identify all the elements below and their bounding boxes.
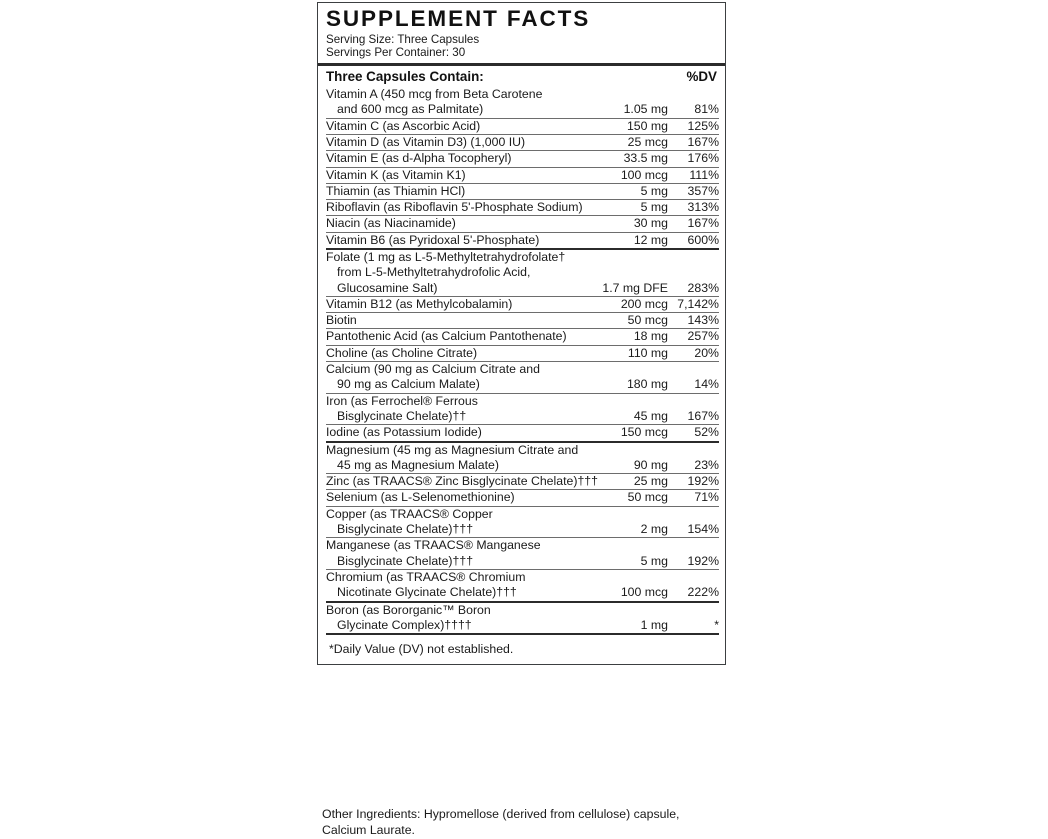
nutrient-name-line: Nicotinate Glycinate Chelate)††† xyxy=(337,585,517,600)
nutrient-daily-value: 154% xyxy=(668,506,719,538)
table-row xyxy=(326,569,719,601)
nutrient-amount: 12 mg xyxy=(590,232,668,249)
nutrient-name-line: Vitamin B6 (as Pyridoxal 5'-Phosphate) xyxy=(326,232,540,247)
nutrient-name-line: from L-5-Methyltetrahydrofolic Acid, xyxy=(337,265,531,280)
nutrient-daily-value: 143% xyxy=(668,313,719,329)
nutrient-name-line: Magnesium (45 mg as Magnesium Citrate and xyxy=(326,442,579,457)
facts-table-wrapper xyxy=(318,87,725,635)
nutrient-name xyxy=(326,506,590,538)
nutrient-amount: 200 mcg xyxy=(590,296,668,312)
nutrient-name-line: Selenium (as L-Selenomethionine) xyxy=(326,490,515,505)
nutrient-name-line: Boron (as Bororganic™ Boron xyxy=(326,602,491,617)
nutrient-amount: 25 mg xyxy=(590,474,668,490)
nutrient-amount: 5 mg xyxy=(590,183,668,199)
nutrient-name xyxy=(326,118,590,134)
column-header-row xyxy=(318,66,725,87)
nutrient-name-line: Iodine (as Potassium Iodide) xyxy=(326,425,482,440)
nutrient-name xyxy=(326,569,590,601)
nutrient-daily-value: 23% xyxy=(668,442,719,474)
nutrient-name-line: 90 mg as Calcium Malate) xyxy=(337,377,480,392)
nutrient-amount: 25 mcg xyxy=(590,134,668,150)
other-ingredients-line-2: Calcium Laurate. xyxy=(322,823,415,838)
table-row xyxy=(326,216,719,232)
table-row xyxy=(326,167,719,183)
table-row xyxy=(326,474,719,490)
nutrient-name-line: Choline (as Choline Citrate) xyxy=(326,345,478,360)
nutrient-daily-value: 14% xyxy=(668,362,719,394)
nutrient-amount: 100 mcg xyxy=(590,167,668,183)
nutrient-name-line: 45 mg as Magnesium Malate) xyxy=(337,457,499,472)
nutrient-name-line: Niacin (as Niacinamide) xyxy=(326,216,456,231)
column-header-dv: %DV xyxy=(686,69,717,85)
nutrient-name-line: Zinc (as TRAACS® Zinc Bisglycinate Chelate)††† xyxy=(326,474,598,489)
nutrient-name xyxy=(326,151,590,167)
other-ingredients xyxy=(322,806,752,839)
nutrient-amount: 150 mcg xyxy=(590,425,668,442)
servings-per-container: Servings Per Container: 30 xyxy=(326,45,466,59)
nutrient-amount: 45 mg xyxy=(590,393,668,425)
table-row xyxy=(326,87,719,118)
table-row xyxy=(326,118,719,134)
nutrient-daily-value: 71% xyxy=(668,490,719,506)
nutrient-name-line: Vitamin D (as Vitamin D3) (1,000 IU) xyxy=(326,134,526,149)
nutrient-daily-value: 125% xyxy=(668,118,719,134)
nutrient-name xyxy=(326,313,590,329)
nutrient-name xyxy=(326,296,590,312)
table-row xyxy=(326,345,719,361)
nutrient-name-line: Calcium (90 mg as Calcium Citrate and xyxy=(326,362,540,377)
nutrient-daily-value: 283% xyxy=(668,249,719,296)
nutrient-name xyxy=(326,249,590,296)
nutrient-name xyxy=(326,87,590,118)
table-row xyxy=(326,151,719,167)
table-row xyxy=(326,183,719,199)
nutrient-name xyxy=(326,474,598,490)
table-row xyxy=(326,490,719,506)
nutrient-amount: 100 mcg xyxy=(590,569,668,601)
nutrient-name-line: Riboflavin (as Riboflavin 5'-Phosphate Sodium) xyxy=(326,200,583,215)
nutrient-amount: 150 mg xyxy=(590,118,668,134)
nutrient-name-line: Iron (as Ferrochel® Ferrous xyxy=(326,393,478,408)
nutrient-name-line: Vitamin K (as Vitamin K1) xyxy=(326,167,466,182)
nutrient-name-line: Folate (1 mg as L-5-Methyltetrahydrofolate† xyxy=(326,250,566,264)
table-row xyxy=(326,602,719,635)
table-row xyxy=(326,296,719,312)
nutrient-amount: 50 mcg xyxy=(590,313,668,329)
nutrient-name xyxy=(326,602,590,635)
nutrient-name xyxy=(326,232,590,249)
nutrient-daily-value: 600% xyxy=(668,232,719,249)
nutrient-daily-value: 167% xyxy=(668,393,719,425)
nutrient-amount: 33.5 mg xyxy=(590,151,668,167)
table-row xyxy=(326,442,719,474)
nutrient-daily-value: 167% xyxy=(668,216,719,232)
other-ingredients-line-1: Other Ingredients: Hypromellose (derived from cellulose) capsule, xyxy=(322,807,680,821)
nutrient-name xyxy=(326,183,590,199)
nutrient-name-line: Copper (as TRAACS® Copper xyxy=(326,506,493,521)
nutrient-name xyxy=(326,345,590,361)
nutrient-daily-value: * xyxy=(668,602,719,635)
nutrient-amount: 1.7 mg DFE xyxy=(590,249,668,296)
nutrient-name xyxy=(326,329,590,345)
nutrient-daily-value: 313% xyxy=(668,200,719,216)
nutrient-amount: 18 mg xyxy=(590,329,668,345)
nutrient-amount: 1 mg xyxy=(590,602,668,635)
table-row xyxy=(326,329,719,345)
nutrient-name xyxy=(326,538,590,570)
nutrient-amount: 110 mg xyxy=(590,345,668,361)
nutrient-name xyxy=(326,442,590,474)
page-title: SUPPLEMENT FACTS xyxy=(326,6,591,31)
table-row xyxy=(326,313,719,329)
nutrient-daily-value: 257% xyxy=(668,329,719,345)
nutrition-table xyxy=(326,87,719,635)
table-row xyxy=(326,249,719,296)
nutrient-name-line: Pantothenic Acid (as Calcium Pantothenate) xyxy=(326,329,567,344)
nutrient-daily-value: 111% xyxy=(668,167,719,183)
nutrient-name-line: Glucosamine Salt) xyxy=(337,280,438,295)
nutrient-amount: 2 mg xyxy=(590,506,668,538)
nutrient-name-line: Vitamin B12 (as Methylcobalamin) xyxy=(326,296,513,311)
nutrient-daily-value: 357% xyxy=(668,183,719,199)
nutrient-daily-value: 81% xyxy=(694,102,719,117)
nutrient-name xyxy=(326,425,590,442)
supplement-facts-panel xyxy=(317,2,726,665)
nutrient-amount: 180 mg xyxy=(590,362,668,394)
nutrient-daily-value: 222% xyxy=(668,569,719,601)
serving-size: Serving Size: Three Capsules xyxy=(326,32,480,46)
nutrient-name xyxy=(326,134,590,150)
table-row xyxy=(326,200,719,216)
nutrient-name xyxy=(326,200,590,216)
nutrient-name-line: Glycinate Complex)†††† xyxy=(337,617,472,632)
table-row xyxy=(326,425,719,442)
nutrient-name xyxy=(326,490,590,506)
table-row xyxy=(326,362,719,394)
nutrient-amount: 90 mg xyxy=(590,442,668,474)
nutrient-name-line: Vitamin A (450 mcg from Beta Carotene xyxy=(326,87,543,102)
nutrient-name-line: Bisglycinate Chelate)††† xyxy=(337,522,474,537)
nutrient-name xyxy=(326,167,590,183)
nutrient-daily-value: 52% xyxy=(668,425,719,442)
nutrient-amount: 50 mcg xyxy=(590,490,668,506)
nutrient-name-line: Biotin xyxy=(326,313,357,328)
nutrient-name-line: Bisglycinate Chelate)†† xyxy=(337,408,467,423)
nutrient-amount: 5 mg xyxy=(590,200,668,216)
nutrient-amount: 5 mg xyxy=(590,538,668,570)
nutrient-amount: 1.05 mg xyxy=(623,102,668,117)
nutrient-name-line: and 600 mcg as Palmitate) xyxy=(337,102,484,117)
nutrient-name-line: Chromium (as TRAACS® Chromium xyxy=(326,569,526,584)
nutrient-daily-value: 20% xyxy=(668,345,719,361)
table-row xyxy=(326,134,719,150)
nutrient-daily-value: 7,142% xyxy=(668,296,719,312)
nutrient-name-line: Bisglycinate Chelate)††† xyxy=(337,553,474,568)
nutrient-name-line: Vitamin E (as d-Alpha Tocopheryl) xyxy=(326,151,512,166)
nutrient-daily-value: 192% xyxy=(668,538,719,570)
nutrient-daily-value: 176% xyxy=(668,151,719,167)
nutrient-name xyxy=(326,216,590,232)
table-row xyxy=(326,538,719,570)
column-header-name: Three Capsules Contain: xyxy=(326,69,484,85)
daily-value-footnote: *Daily Value (DV) not established. xyxy=(329,642,514,657)
table-row xyxy=(326,506,719,538)
nutrient-name-line: Manganese (as TRAACS® Manganese xyxy=(326,538,541,553)
nutrient-daily-value: 167% xyxy=(668,134,719,150)
nutrient-name xyxy=(326,393,590,425)
panel-header xyxy=(318,7,725,59)
nutrient-amount: 30 mg xyxy=(590,216,668,232)
nutrient-name-line: Vitamin C (as Ascorbic Acid) xyxy=(326,118,481,133)
nutrient-daily-value: 192% xyxy=(668,474,719,490)
nutrient-name xyxy=(326,362,590,394)
footnote-section xyxy=(318,635,725,664)
table-row xyxy=(326,393,719,425)
table-row xyxy=(326,232,719,249)
nutrient-name-line: Thiamin (as Thiamin HCl) xyxy=(326,183,466,198)
